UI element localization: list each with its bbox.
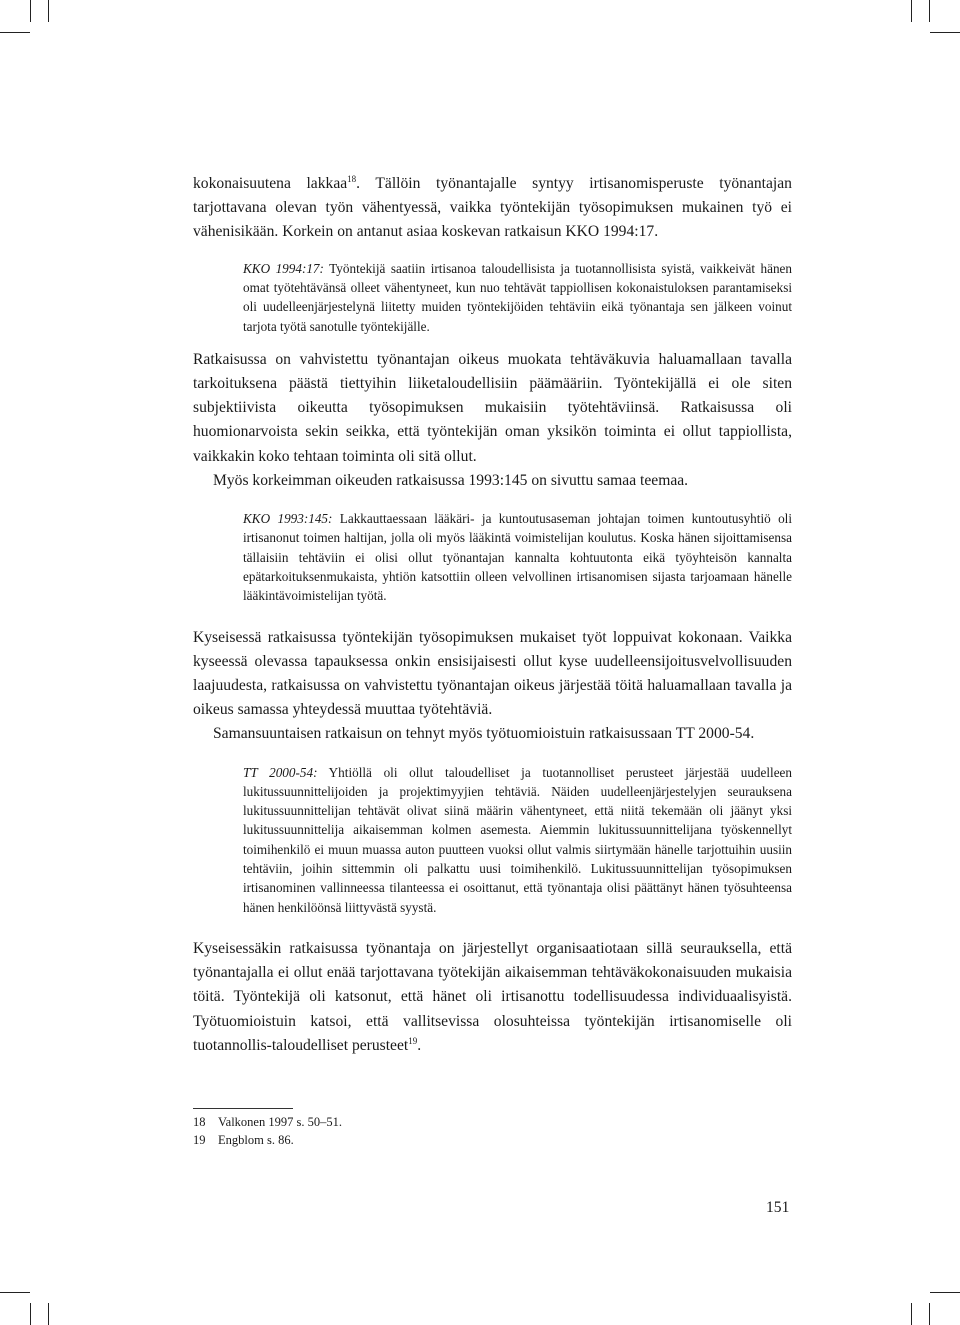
paragraph: Samansuuntaisen ratkaisun on tehnyt myös työtuomioistuin ratkaisussaan TT 2000-54.	[213, 725, 755, 743]
paragraph-text: . Tällöin työnantajalle syntyy irtisanomisperuste työnantajan tarjottavana olevan työn vähentyessä, vaikka työntekijän työsopimuksen mukainen työ ei vähenisikään. Korkein on antanut asiaa koskevan ratkaisun KKO 1994:17.	[193, 175, 792, 241]
paragraph	[193, 937, 792, 1058]
footnote-divider	[193, 1108, 293, 1109]
case-text: Työntekijä saatiin irtisanoa taloudellisista ja tuotannollisista syistä, vaikkeivät hänen omat työtehtävänsä olleet vähentyneet, kun nuo tehtävät tappiollisen kokonaistuloksen parantamiseksi oli uudelleenjärjestelynä liitetty muiden työntekijöiden tehtäviin eikä työnantaja sen jälkeen voinut tarjota työtä sanotulle työntekijälle.	[243, 260, 792, 334]
case-summary	[193, 259, 792, 336]
paragraph-text: kokonaisuutena lakkaa	[193, 175, 348, 192]
paragraph-text: Kyseisessäkin ratkaisussa työnantaja on järjestellyt organisaatiotaan sillä seurauksella, että työnantajalla ei ollut enää tarjottavana työtekijän aikaisemman tehtäväkokonaisuuden mukaisia töitä. Työntekijä oli katsonut, että hänet oli irtisanottu todellisuudessa individuaalisyistä. Työtuomioistuin katsoi, että vallitsevissa olosuhteissa työntekijän irtisanomiselle oli tuotannollis-taloudelliset perusteet	[193, 939, 792, 1054]
paragraph-text: .	[417, 1036, 422, 1054]
text-section-1	[193, 172, 792, 1058]
case-summary	[193, 763, 792, 917]
case-summary	[193, 509, 792, 605]
crop-mark	[930, 1292, 960, 1293]
crop-mark	[911, 1303, 912, 1325]
crop-mark	[48, 0, 49, 22]
case-reference: KKO 1994:17:	[243, 260, 324, 276]
paragraph: Ratkaisussa on vahvistettu työnantajan oikeus muokata tehtäväkuvia haluamallaan tavalla tarkoituksena päästä tiettyihin liiketaloudellisiin päämääriin. Työntekijällä ei ole siten subjektiivista oikeutta työsopimuksen mukaisiin työtehtäviinsä. Ratkaisussa oli huomionarvoista sekin seikka, että työntekijän oman yksikön toiminta ei ollut tappiollista, vaikkakin koko tehtaan toiminta oli sitä ollut.	[193, 350, 792, 465]
case-reference: KKO 1993:145:	[243, 511, 333, 527]
crop-mark	[30, 0, 31, 22]
case-text: Yhtiöllä oli ollut taloudelliset ja tuotannolliset perusteet järjestää uudelleen lukitussuunnittelijoiden ja projektimyyjien tehtäviä. Näiden uudelleenjärjestelyjen seurauksena lukitussuunnittelijan tehtävät olivat siinä määrin vähentyneet, että niitä tekemään oli jäänyt yksi lukitussuunnittelija aikaisemman kolmen asemesta. Aiemmin lukitussuunnittelijana työskennellyt toimihenkilö ei muun muassa auton puutteen vuoksi ollut valmis siirtymään hänelle tarjottuihin uusiin tehtäviin, joihin sittemmin oli palkattu uusi toimihenkilö. Lukitussuunnittelijan työsopimuksen irtisanominen vallinneessa tilanteessa ei osoittanut, että työnantaja olisi päättänyt hänen työsuhteensa hänen henkilöönsä liittyvästä syystä.	[243, 764, 792, 915]
footnote	[193, 1114, 342, 1131]
crop-mark	[0, 32, 30, 33]
footnote-text: Engblom s. 86.	[218, 1133, 294, 1147]
case-reference: TT 2000-54:	[243, 764, 318, 780]
footnote-text: Valkonen 1997 s. 50–51.	[218, 1115, 342, 1129]
footnote-number: 18	[193, 1115, 206, 1129]
page-number: 151	[766, 1199, 790, 1216]
crop-mark	[930, 32, 960, 33]
paragraph: Kyseisessä ratkaisussa työntekijän työsopimuksen mukaiset työt loppuivat kokonaan. Vaikka kyseessä olevassa tapauksessa onkin ensisijaisesti ollut kyse uudelleensijoitusvelvollisuuden laajuudesta, ratkaisussa on vahvistettu työnantajan oikeus järjestää töitä haluamallaan tavalla ja oikeus samassa yhteydessä muuttaa työtehtäviä.	[193, 628, 792, 719]
footnote	[193, 1132, 294, 1149]
crop-mark	[30, 1303, 31, 1325]
crop-mark	[0, 1292, 30, 1293]
paragraph: Myös korkeimman oikeuden ratkaisussa 1993:145 on sivuttu samaa teemaa.	[213, 471, 689, 489]
crop-mark	[911, 0, 912, 22]
crop-mark	[929, 0, 930, 22]
footnote-ref[interactable]: 19	[408, 1035, 418, 1046]
crop-mark	[929, 1303, 930, 1325]
case-text: Lakkauttaessaan lääkäri- ja kuntoutusaseman johtajan toimen kuntoutusyhtiö oli irtisanonut toimen haltijan, jolla oli myös lääkintä voimistelijan koulutus. Koska hänen sijoittamisensa tällaisiin tehtäviin ei olisi ollut työnantajan kannalta kohtuutonta eikä työyhteisön kannalta epätarkoituksenmukaista, yhtiön katsottiin olleen velvollinen irtisanomisen sijasta tarjoamaan hänelle lääkintävoimistelijan työtä.	[243, 511, 792, 604]
footnote-ref[interactable]: 18	[347, 173, 357, 184]
crop-mark	[48, 1303, 49, 1325]
footnote-number: 19	[193, 1133, 206, 1147]
paragraph	[193, 172, 792, 245]
